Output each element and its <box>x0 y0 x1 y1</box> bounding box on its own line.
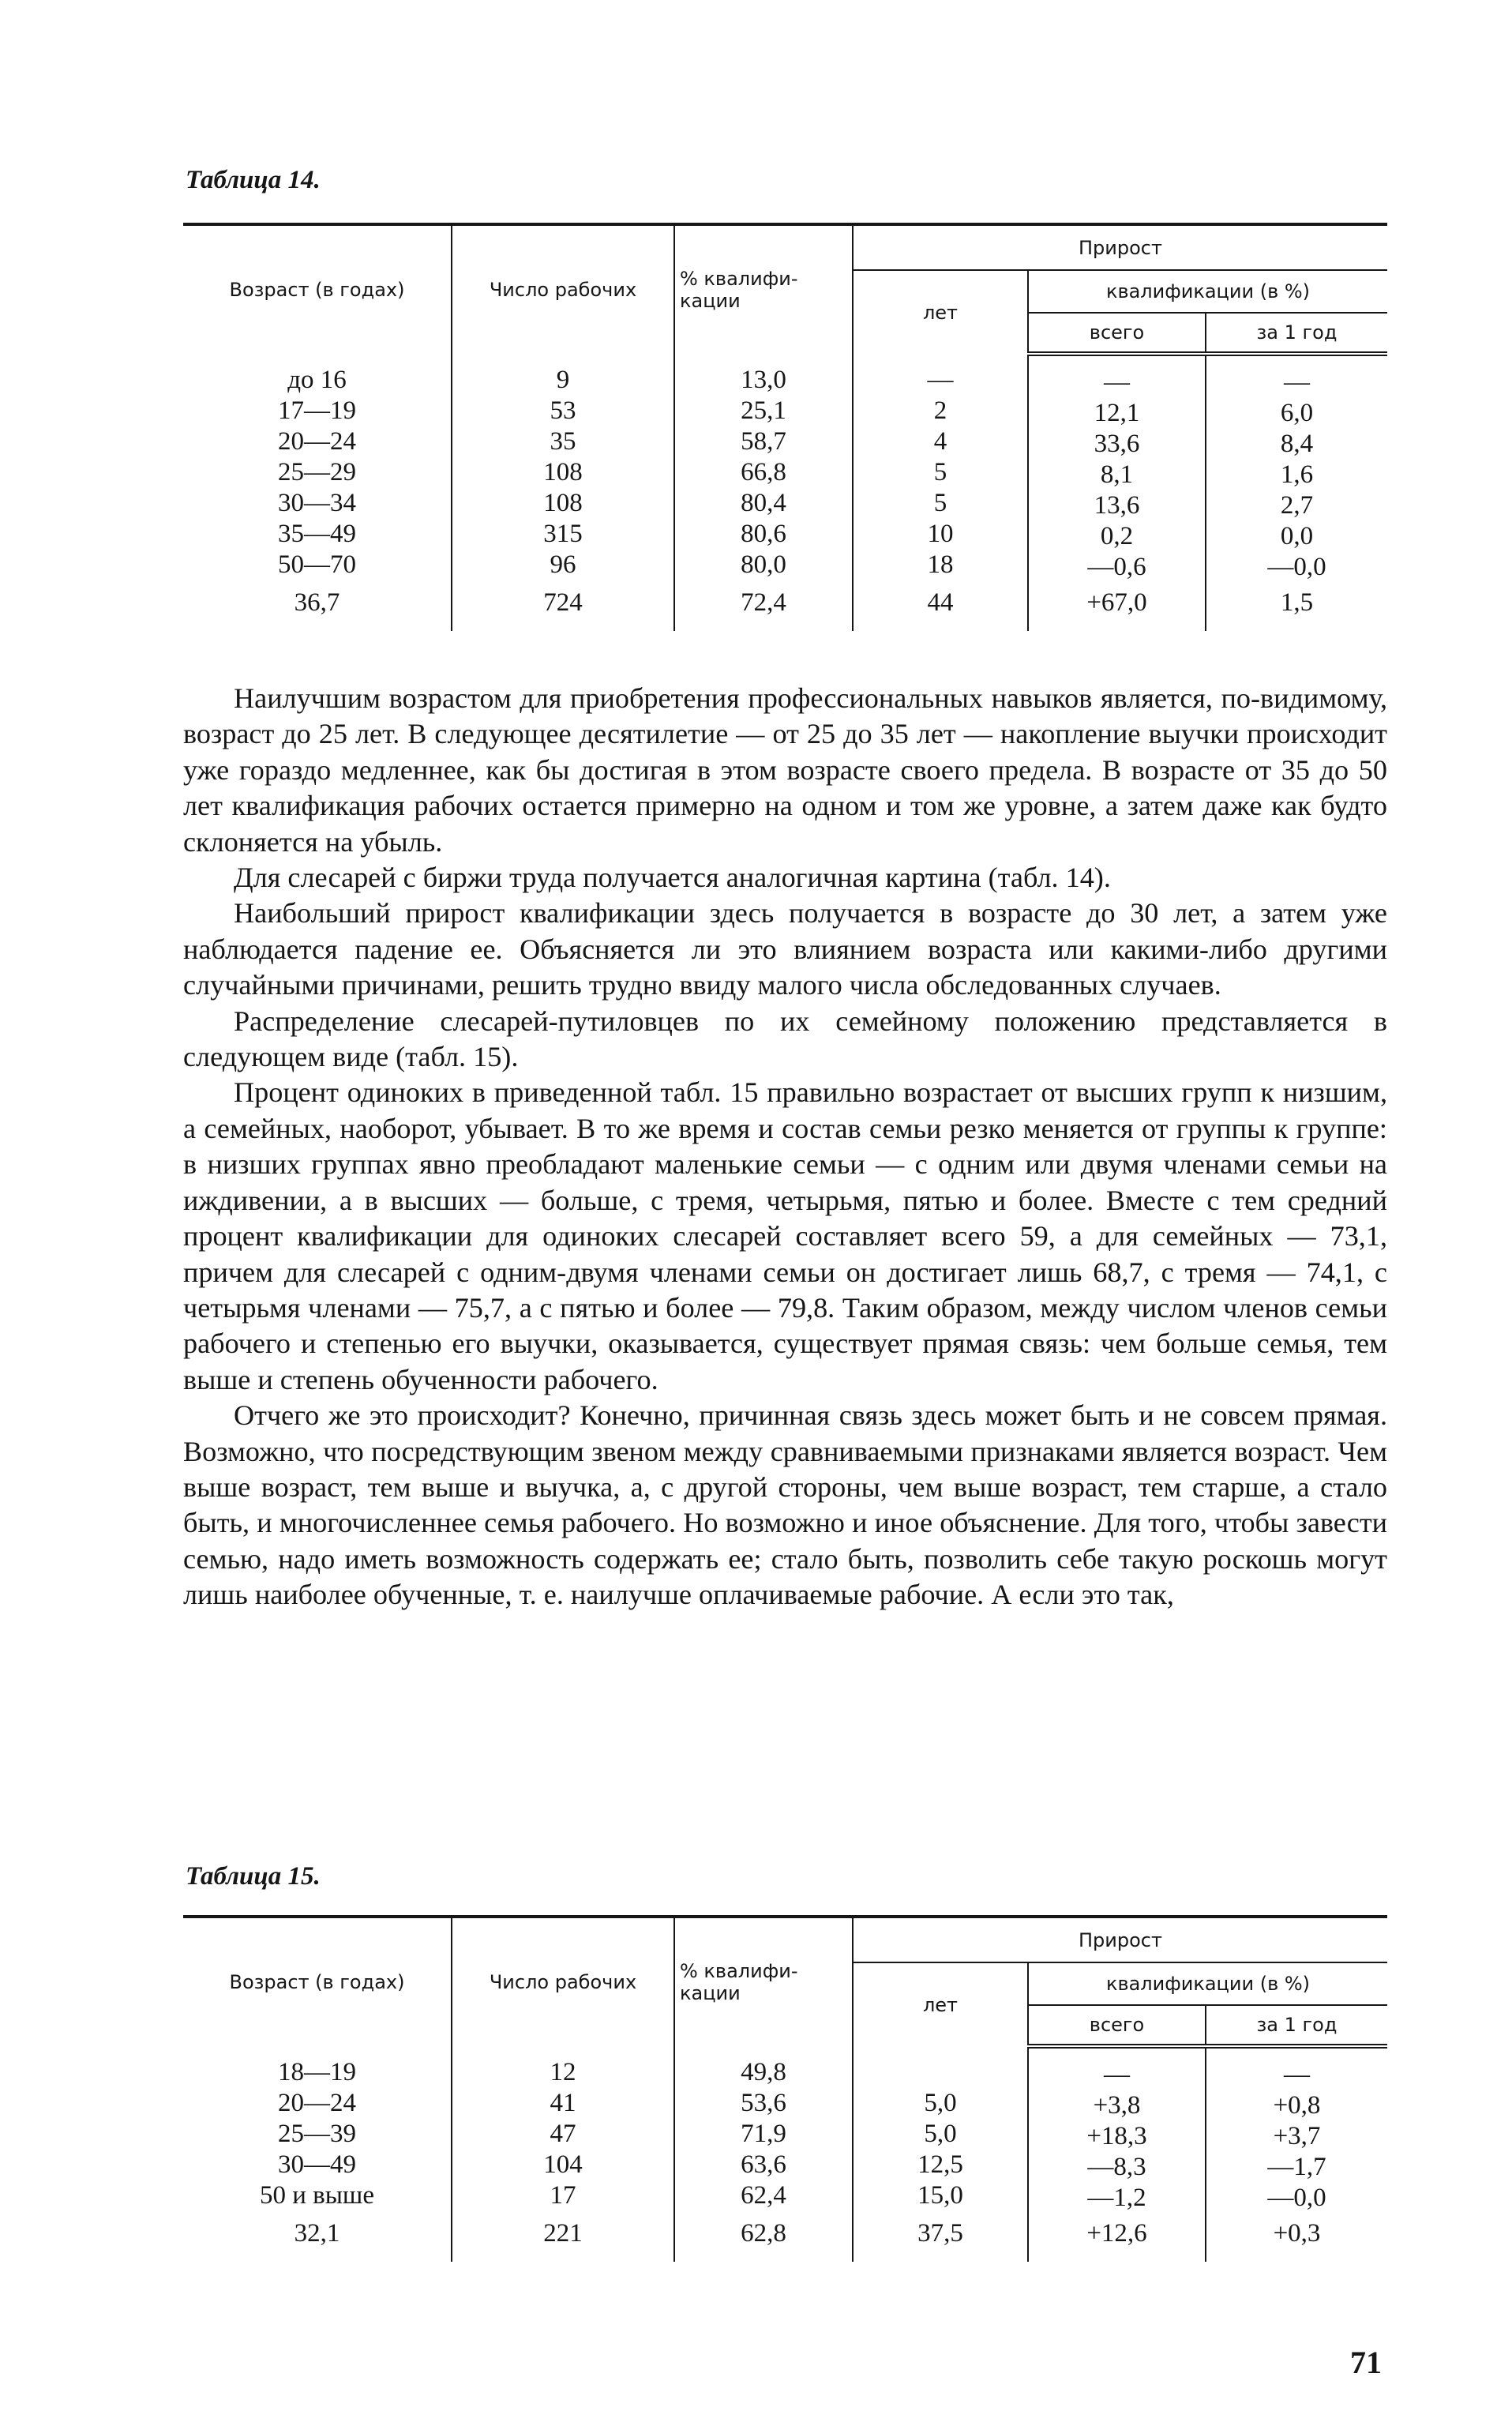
column-cell <box>674 354 853 583</box>
column-cell <box>1028 2046 1206 2214</box>
table-cell: 71,9 <box>741 2120 786 2148</box>
table-cell: 17—19 <box>278 396 356 425</box>
table-cell: 62,4 <box>741 2181 786 2210</box>
table-cell: 50—70 <box>278 550 356 579</box>
header-growth: Прирост <box>853 1917 1387 1962</box>
table-cell: +0,8 <box>1273 2091 1321 2120</box>
table-cell: +18,3 <box>1086 2122 1147 2150</box>
table-cell: 12,5 <box>917 2150 963 2179</box>
table-14-caption: Таблица 14. <box>186 166 321 194</box>
table-cell: 315 <box>543 520 583 548</box>
table-cell: 30—49 <box>278 2150 356 2179</box>
table-cell: 25—29 <box>278 458 356 486</box>
table-cell: 8,1 <box>1100 460 1134 489</box>
table-cell: — <box>1104 368 1130 396</box>
total-cell: +67,0 <box>1028 583 1206 631</box>
table-cell: 30—34 <box>278 489 356 517</box>
table-cell: 18—19 <box>278 2058 356 2086</box>
table-cell: — <box>1104 2060 1130 2089</box>
table-cell: 58,7 <box>741 427 786 456</box>
column-cell <box>452 2046 674 2214</box>
paragraph: Для слесарей с биржи труда получается аналогичная картина (табл. 14). <box>234 862 1111 894</box>
table-cell: 5 <box>933 458 947 486</box>
paragraph: Процент одиноких в приведенной табл. 15 правильно возрастает от высших групп к низшим, а семейных, наоборот, убывает. В то же время и состав семьи резко меняется от группы к группе: в низших группах явно преобладают маленькие семьи — с одним или двумя членами семьи на иждивении, а в высших — больше, с тремя, четырьмя, пятью и более. Вместе с тем средний процент квалификации для одиноких слесарей составляет всего 59, а для семейных — 73,1, причем для слесарей с одним-двумя членами семьи он достигает лишь 68,7, с тремя — 74,1, с четырьмя членами — 75,7, а с пятью и более — 79,8. Таким образом, между числом членов семьи рабочего и степенью его выучки, оказывается, существует прямая связь: чем больше семья, тем выше и степень обученности рабочего. <box>183 1076 1387 1395</box>
table-cell: до 16 <box>287 366 347 394</box>
total-cell: 62,8 <box>674 2214 853 2262</box>
table-cell: 12 <box>550 2058 576 2086</box>
table-cell: 5,0 <box>924 2120 957 2148</box>
total-cell: 37,5 <box>853 2214 1028 2262</box>
total-cell: +0,3 <box>1206 2214 1387 2262</box>
table-cell: —1,2 <box>1087 2184 1146 2212</box>
table-cell: 104 <box>543 2150 583 2179</box>
paragraph: Отчего же это происходит? Конечно, причинная связь здесь может быть и не совсем прямая. Возможно, что посредствующим звеном между сравниваемыми признаками является возраст. Чем выше возраст, тем выше и выучка, а, с другой стороны, чем выше возраст, тем старше, а стало быть, и многочисленнее семья рабочего. Но возможно и иное объяснение. Для того, чтобы завести семью, надо иметь возможность содержать ее; стало быть, позволить себе такую роскошь могут лишь наиболее обученные, т. е. наилучше оплачиваемые рабочие. А если это так, <box>183 1399 1387 1611</box>
table-cell: 53,6 <box>741 2089 786 2117</box>
column-cell <box>1206 2046 1387 2214</box>
total-cell: 1,5 <box>1206 583 1387 631</box>
table-cell <box>854 2057 1027 2088</box>
total-cell: 36,7 <box>294 588 340 617</box>
total-cell: 72,4 <box>674 583 853 631</box>
header-per-year: за 1 год <box>1206 2005 1387 2046</box>
table-14-body <box>183 354 1387 583</box>
table-cell: 33,6 <box>1094 430 1140 458</box>
header-years: лет <box>853 1962 1028 2046</box>
table-cell: — <box>927 366 954 394</box>
table-cell: 2 <box>933 396 947 425</box>
table-cell: 20—24 <box>278 2089 356 2117</box>
table-cell: 35—49 <box>278 520 356 548</box>
table-cell: — <box>1284 368 1310 396</box>
table-cell: +3,8 <box>1093 2091 1141 2120</box>
table-cell: —0,0 <box>1267 553 1326 581</box>
header-age: Возраст (в годах) <box>183 1917 452 2046</box>
table-cell: 0,2 <box>1100 522 1134 550</box>
table-cell: 10 <box>927 520 954 548</box>
total-cell: 44 <box>853 583 1028 631</box>
table-cell: 47 <box>550 2120 576 2148</box>
body-text <box>183 681 1387 1613</box>
table-cell: 1,6 <box>1280 460 1314 489</box>
table-cell: 5,0 <box>924 2089 957 2117</box>
column-cell <box>452 354 674 583</box>
table-cell: —0,6 <box>1087 553 1146 581</box>
table-15 <box>183 1915 1387 2262</box>
table-cell: 5 <box>933 489 947 517</box>
column-cell <box>853 2046 1028 2214</box>
header-growth: Прирост <box>853 224 1387 270</box>
total-cell: 221 <box>452 2214 674 2262</box>
table-cell: 80,4 <box>741 489 786 517</box>
table-cell: 20—24 <box>278 427 356 456</box>
table-cell: 9 <box>556 366 570 394</box>
header-qualification-growth: квалификации (в %) <box>1028 270 1387 313</box>
table-cell: 13,0 <box>741 366 786 394</box>
header-years: лет <box>853 270 1028 354</box>
table-cell: 63,6 <box>741 2150 786 2179</box>
table-cell: 53 <box>550 396 576 425</box>
table-cell: 0,0 <box>1280 522 1314 550</box>
table-cell: —0,0 <box>1267 2184 1326 2212</box>
paragraph: Наилучшим возрастом для приобретения профессиональных навыков является, по-видимому, возраст до 25 лет. В следующее десятилетие — от 25 до 35 лет — накопление выучки происходит уже гораздо медленнее, как бы достигая в этом возрасте своего предела. В возрасте от 35 до 50 лет квалификация рабочих остается примерно на одном и том же уровне, а затем даже как будто склоняется на убыль. <box>183 682 1387 858</box>
table-cell: —8,3 <box>1087 2153 1146 2181</box>
table-cell: 108 <box>543 458 583 486</box>
table-cell: — <box>1284 2060 1310 2089</box>
table-cell: 35 <box>550 427 576 456</box>
table-cell: —1,7 <box>1267 2153 1326 2181</box>
total-cell: 724 <box>452 583 674 631</box>
table-14-total-row <box>183 583 1387 631</box>
table-cell: 80,6 <box>741 520 786 548</box>
table-cell: 25—39 <box>278 2120 356 2148</box>
table-cell: 108 <box>543 489 583 517</box>
column-cell <box>1028 354 1206 583</box>
column-cell <box>853 354 1028 583</box>
header-qualification: % квалифи-кации <box>674 1917 853 2046</box>
column-cell <box>183 354 452 583</box>
table-cell: 13,6 <box>1094 491 1140 520</box>
table-cell: 25,1 <box>741 396 786 425</box>
total-cell: 32,1 <box>294 2219 340 2248</box>
table-cell: 8,4 <box>1280 430 1314 458</box>
page-number: 71 <box>1350 2345 1382 2380</box>
header-total: всего <box>1028 2005 1206 2046</box>
table-cell: 17 <box>550 2181 576 2210</box>
table-14 <box>183 223 1387 631</box>
header-qualification: % квалифи-кации <box>674 224 853 354</box>
column-cell <box>1206 354 1387 583</box>
table-cell: 2,7 <box>1280 491 1314 520</box>
table-15-caption: Таблица 15. <box>186 1862 321 1891</box>
table-cell: 96 <box>550 550 576 579</box>
header-total: всего <box>1028 313 1206 354</box>
paragraph: Распределение слесарей-путиловцев по их семейному положению представляется в следующем виде (табл. 15). <box>183 1005 1387 1073</box>
table-cell: 18 <box>927 550 954 579</box>
table-cell: 80,0 <box>741 550 786 579</box>
column-cell <box>183 2046 452 2214</box>
header-qualification-growth: квалификации (в %) <box>1028 1962 1387 2005</box>
header-age: Возраст (в годах) <box>183 224 452 354</box>
table-cell: 4 <box>933 427 947 456</box>
table-cell: +3,7 <box>1273 2122 1321 2150</box>
table-15-total-row <box>183 2214 1387 2262</box>
header-per-year: за 1 год <box>1206 313 1387 354</box>
table-cell: 6,0 <box>1280 399 1314 427</box>
header-workers: Число рабочих <box>452 224 674 354</box>
table-cell: 12,1 <box>1094 399 1140 427</box>
paragraph: Наибольший прирост квалификации здесь получается в возрасте до 30 лет, а затем уже наблюдается падение ее. Объясняется ли это влиянием возраста или какими-либо другими случайными причинами, решить трудно ввиду малого числа обследованных случаев. <box>183 897 1387 1001</box>
table-cell: 66,8 <box>741 458 786 486</box>
table-cell: 50 и выше <box>260 2181 374 2210</box>
table-cell: 15,0 <box>917 2181 963 2210</box>
table-cell: 41 <box>550 2089 576 2117</box>
column-cell <box>674 2046 853 2214</box>
total-cell: +12,6 <box>1028 2214 1206 2262</box>
header-workers: Число рабочих <box>452 1917 674 2046</box>
table-15-body <box>183 2046 1387 2214</box>
table-cell: 49,8 <box>741 2058 786 2086</box>
